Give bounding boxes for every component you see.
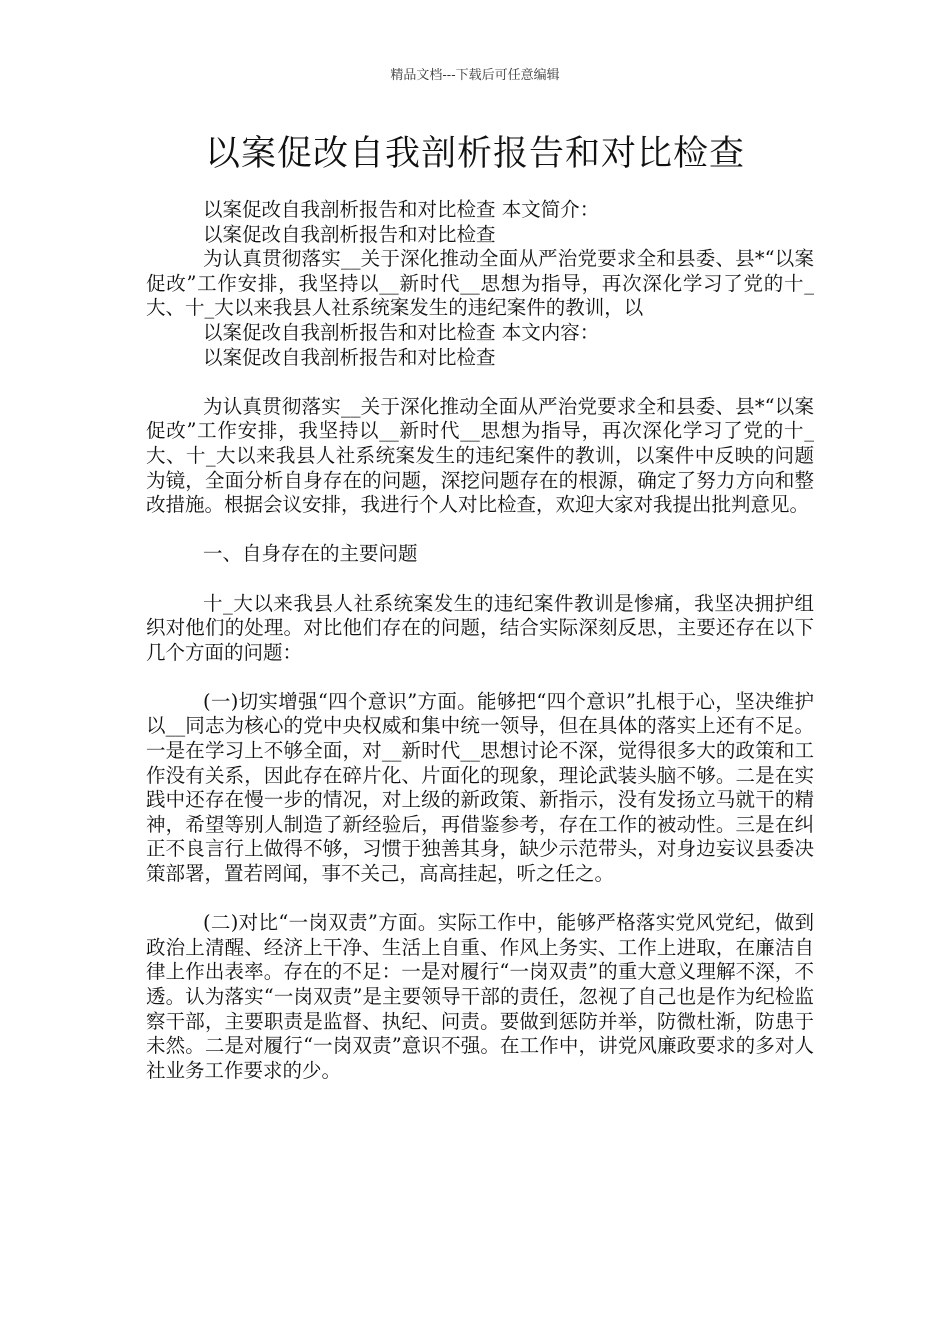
paragraph-spacer (146, 887, 814, 912)
summary-paragraph: 为认真贯彻落实__关于深化推动全面从严治党要求全和县委、县*“以案促改”工作安排，我坚持以__新时代__思想为指导，再次深化学习了党的十_大、十_大以来我县人社系统案发生的违纪案件的教训，以 (146, 247, 814, 320)
paragraph-spacer (146, 370, 814, 395)
intro-paragraph: 为认真贯彻落实__关于深化推动全面从严治党要求全和县委、县*“以案促改”工作安排，我坚持以__新时代__思想为指导，再次深化学习了党的十_大、十_大以来我县人社系统案发生的违纪案件的教训，以案件中反映的问题为镜，全面分析自身存在的问题，深挖问题存在的根源，确定了努力方向和整改措施。根据会议安排，我进行个人对比检查，欢迎大家对我提出批判意见。 (146, 394, 814, 517)
paragraph-spacer (146, 665, 814, 690)
content-subtitle: 以案促改自我剖析报告和对比检查 (203, 345, 496, 369)
content-heading: 以案促改自我剖析报告和对比检查 本文内容： (203, 320, 600, 344)
document-title: 以案促改自我剖析报告和对比检查 (204, 134, 745, 174)
item-paragraph-2: (二)对比“一岗双责”方面。实际工作中，能够严格落实党风党纪，做到政治上清醒、经济上干净、生活上自重、作风上务实、工作上进取，在廉洁自律上作出表率。存在的不足：一是对履行“一岗双责”的重大意义理解不深，不透。认为落实“一岗双责”是主要领导干部的责任，忽视了自己也是作为纪检监察干部，主要职责是监督、执纪、问责。要做到惩防并举，防微杜渐，防患于未然。二是对履行“一岗双责”意识不强。在工作中，讲党风廉政要求的多对人社业务工作要求的少。 (146, 911, 814, 1082)
summary-heading: 以案促改自我剖析报告和对比检查 本文简介： (203, 198, 600, 221)
section-intro-paragraph: 十_大以来我县人社系统案发生的违纪案件教训是惨痛，我坚决拥护组织对他们的处理。对比他们存在的问题，结合实际深刻反思，主要还存在以下几个方面的问题： (146, 591, 814, 664)
item-paragraph-1: (一)切实增强“四个意识”方面。能够把“四个意识”扎根于心，坚决维护以__同志为核心的党中央权威和集中统一领导，但在具体的落实上还有不足。一是在学习上不够全面，对__新时代__思想讨论不深，觉得很多大的政策和工作没有关系，因此存在碎片化、片面化的现象，理论武装头脑不够。二是在实践中还存在慢一步的情况，对上级的新政策、新指示，没有发扬立马就干的精神，希望等别人制造了新经验后，再借鉴参考，存在工作的被动性。三是在纠正不良言行上做得不够，习惯于独善其身，缺少示范带头，对身边妄议县委决策部署，置若罔闻，事不关己，高高挂起，听之任之。 (146, 689, 814, 886)
summary-subtitle: 以案促改自我剖析报告和对比检查 (203, 222, 496, 246)
paragraph-spacer (146, 518, 814, 543)
page-header-note: 精品文档---下载后可任意编辑 (390, 68, 560, 83)
paragraph-spacer (146, 567, 814, 592)
document-body (146, 198, 814, 1083)
section-heading: 一、自身存在的主要问题 (203, 542, 418, 566)
